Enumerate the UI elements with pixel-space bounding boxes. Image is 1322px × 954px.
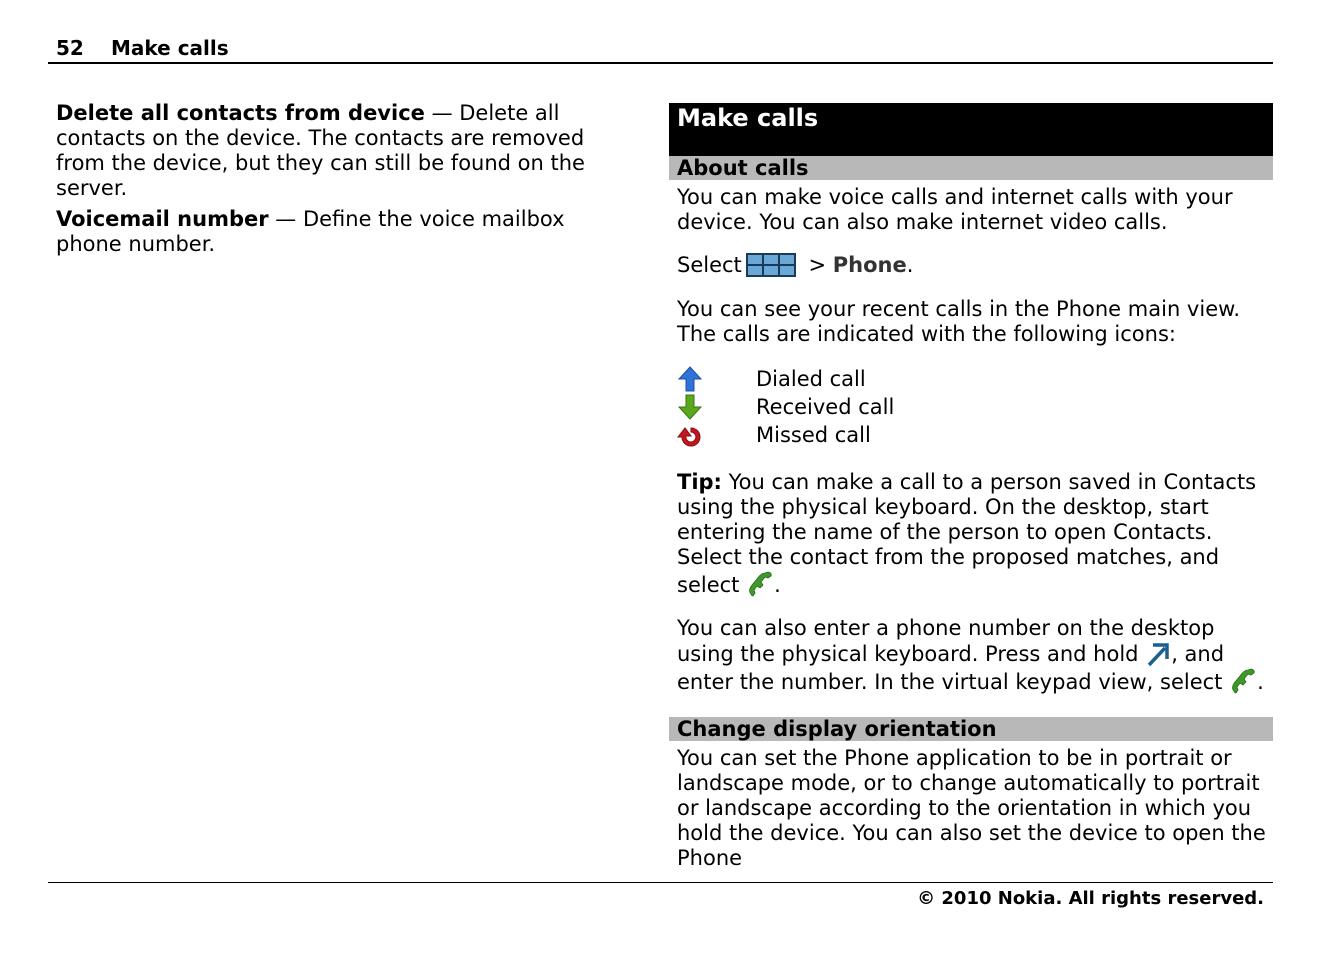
chapter-banner xyxy=(669,103,1273,156)
select-prefix: Select xyxy=(677,253,742,277)
call-icon-list xyxy=(669,365,1273,449)
section-title: Make calls xyxy=(111,36,229,60)
up-right-arrow-icon xyxy=(1145,641,1171,667)
recent-calls-text: You can see your recent calls in the Phone main view. The calls are indicated with the following icons: xyxy=(677,297,1241,346)
page-number: 52 xyxy=(56,36,84,60)
page-header xyxy=(48,34,1273,64)
menu-grid-icon xyxy=(746,253,796,277)
delete-contacts-term: Delete all contacts from device xyxy=(56,101,425,125)
right-column xyxy=(669,103,1273,871)
missed-call-icon xyxy=(677,422,703,448)
tip-label: Tip: xyxy=(677,470,722,494)
received-call-icon xyxy=(677,394,703,420)
about-calls-text: You can make voice calls and internet calls with your device. You can also make internet video calls. xyxy=(677,185,1233,234)
select-separator: > xyxy=(801,253,833,277)
received-call-label: Received call xyxy=(756,395,895,419)
dialed-call-label: Dialed call xyxy=(756,367,866,391)
select-phone-instruction xyxy=(677,253,1273,278)
missed-call-label: Missed call xyxy=(756,423,871,447)
delete-contacts-item xyxy=(56,101,636,201)
orientation-body xyxy=(669,746,1273,871)
list-item xyxy=(669,393,1273,421)
call-handset-icon xyxy=(746,570,774,598)
about-calls-body xyxy=(669,185,1273,347)
copyright: © 2010 Nokia. All rights reserved. xyxy=(917,888,1264,909)
voicemail-term: Voicemail number xyxy=(56,207,269,231)
list-item xyxy=(669,421,1273,449)
left-column xyxy=(56,101,636,263)
enter-text-2: , and enter the number. In the virtual keypad view, select xyxy=(677,642,1230,694)
call-handset-icon xyxy=(1229,667,1257,695)
list-item xyxy=(669,365,1273,393)
voicemail-item xyxy=(56,207,636,257)
orientation-text: You can set the Phone application to be in portrait or landscape mode, or to change automatically to portrait or landscape according to the orientation in which you hold the device. You can also set the device to open the Phone xyxy=(677,746,1266,870)
chapter-title: Make calls xyxy=(677,104,819,132)
enter-text-3: . xyxy=(1257,670,1264,694)
dialed-call-icon xyxy=(677,366,703,392)
tip-text: You can make a call to a person saved in Contacts using the physical keyboard. On the desktop, start entering the name of the person to open Contacts. Select the contact from the proposed matches, and select xyxy=(677,470,1257,597)
enter-number-paragraph xyxy=(677,616,1273,695)
tip-end: . xyxy=(774,573,781,597)
about-calls-heading: About calls xyxy=(669,156,1273,180)
tip-body xyxy=(669,470,1273,695)
phone-app-name: Phone xyxy=(832,253,907,277)
orientation-heading: Change display orientation xyxy=(669,717,1273,741)
page-footer xyxy=(48,882,1273,909)
voicemail-desc: — Define the voice mailbox phone number. xyxy=(56,207,565,256)
tip-paragraph xyxy=(677,470,1273,598)
select-period: . xyxy=(906,253,914,277)
enter-text-1: You can also enter a phone number on the desktop using the physical keyboard. Press and hold xyxy=(677,616,1215,666)
delete-contacts-desc: — Delete all contacts on the device. The contacts are removed from the device, but they can still be found on the server. xyxy=(56,101,585,200)
